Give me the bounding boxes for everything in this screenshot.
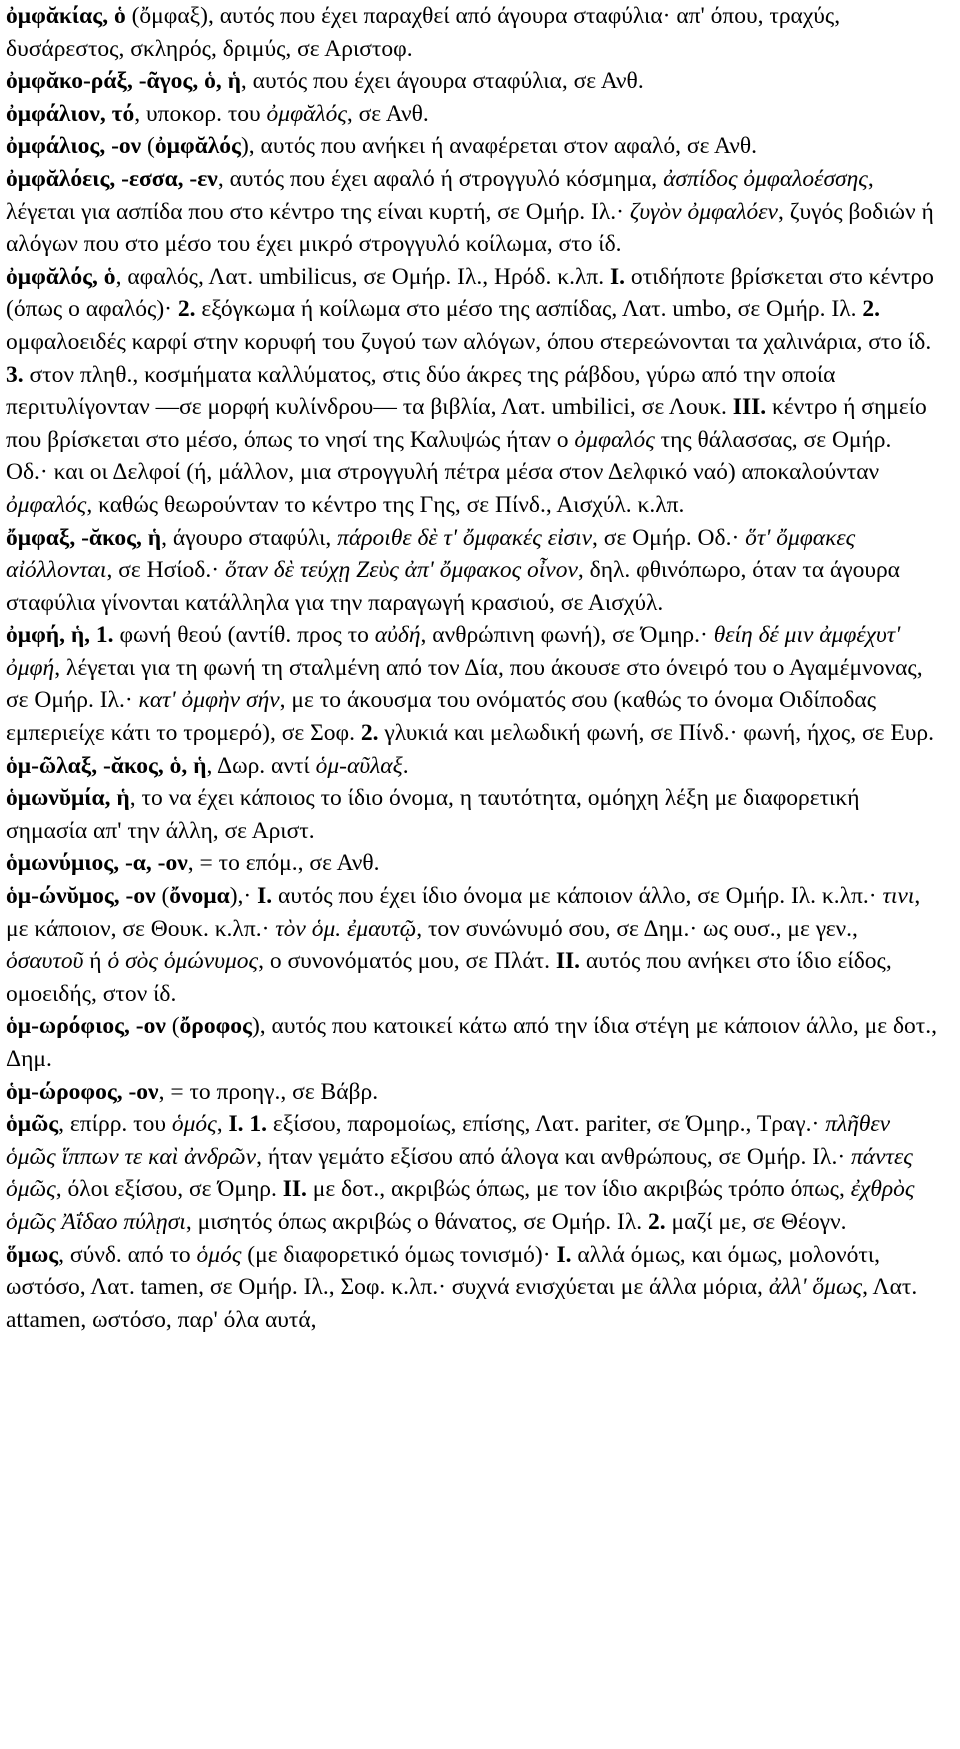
entry-headword-bold: I. [556,1241,572,1268]
entry-headword-bold: III. [732,394,767,421]
entry-text: ( [141,133,155,160]
entry-headword-bold: ὀμφάλιον, τό [6,100,135,127]
entry-text: ( [155,883,170,910]
entry-headword-bold: ὀμφᾰκο-ράξ, -ᾶγος, ὁ, ἡ [6,68,241,95]
entry-text: , υποκορ. του [134,100,267,127]
entry-text: ( [165,1013,180,1040]
entry-text: , το να έχει κάποιος το ίδιο όνομα, η ταυτότητα, ομόηχη λέξη με διαφορετική σημασία απ' την άλλη, σε Αριστ. [6,785,860,844]
dictionary-entry [6,0,938,65]
entry-quote-italic: ὀμφαλός [6,491,87,518]
entry-headword-bold: II. [555,948,580,975]
entry-headword-bold: ὄμφαξ, -ᾰκος, ἡ [6,524,162,551]
entry-quote-italic: ὁμός [196,1241,242,1268]
entry-text: , ήταν γεμάτο εξίσου από άλογα και ανθρώπους, σε Ομήρ. Ιλ.· [256,1143,852,1170]
entry-headword-bold: ὁμῶς [6,1111,59,1138]
entry-text: , ο συνονόματός μου, σε Πλάτ. [258,948,556,975]
entry-text: ή [83,948,108,975]
entry-text: , κοσμήματα καλλύματος, στις δύο άκρες της ράβδου, γύρω από την οποία περιτυλίγονταν —σε μορφή κυλίνδρου— τα βιβλία, Λατ. umbilici, σε Λουκ. [6,361,836,421]
entry-text: , λέγεται για ασπίδα που στο κέντρο της είναι κυρτή, σε Ομήρ. Ιλ.· [6,165,874,225]
entry-headword-bold: I. [609,263,626,290]
dictionary-entry [6,880,938,1010]
entry-headword-bold: 2. [177,296,196,323]
entry-text: εξόγκωμα ή κοίλωμα στο μέσο της ασπίδας, Λατ. umbo, σε Ομήρ. Ιλ. [195,296,863,323]
entry-text: , ζυγός βοδιών ή αλόγων που στο μέσο του έχει μικρό στρογγυλό κοίλωμα, στο ίδ. [6,198,934,258]
entry-text: , ανθρώπινη φωνή), σε Όμηρ.· [420,622,714,649]
entry-headword-bold: ὄνομα [169,883,230,910]
entry-quote-italic: τὸν ὁμ. ἐμαυτῷ [275,915,417,942]
entry-headword-bold: 2. [360,720,379,747]
entry-headword-bold: 2. [862,296,880,323]
entry-headword-bold: II. [282,1176,307,1203]
entry-quote-italic: ζυγὸν ὀμφαλόεν [629,198,778,225]
entry-headword-bold: ὁμωνῠμία, ἡ [6,785,130,812]
entry-text: , μισητός όπως ακριβώς ο θάνατος, σε Ομήρ. Ιλ. [185,1208,649,1235]
entry-text: , δηλ. φθινόπωρο, όταν τα άγουρα σταφύλια γίνονται κατάλληλα για την παραγωγή κρασιού, σε Αισχύλ. [6,557,900,616]
entry-text: κέντρο ή σημείο που βρίσκεται στο μέσο, όπως το νησί της Καλυψώς ήταν ο [6,394,927,453]
entry-text: , σύνδ. από το [58,1241,197,1268]
entry-text: στον πληθ. [23,361,133,388]
entry-headword-bold: ὄροφος [179,1013,252,1040]
entry-headword-bold: ὀμφάλιος, -ον [6,133,142,160]
entry-quote-italic: ὁσαυτοῦ [6,948,84,975]
dictionary-entry [6,1108,938,1238]
entry-text: , λέγεται για τη φωνή τη σταλμένη από τον Δία, που άκουσε στο όνειρό του ο Αγαμέμνονας, σε Ομήρ. Ιλ.· [6,654,923,714]
entry-text: αυτός που έχει ίδιο όνομα με κάποιον άλλο, σε Ομήρ. Ιλ. κ.λπ.· [272,883,883,910]
entry-text: . [402,752,409,779]
entry-text: , τον συνώνυμό σου, σε Δημ.· ως ουσ., με γεν., [416,915,858,942]
entry-text: , καθώς θεωρούνταν το κέντρο της Γης, σε Πίνδ., Αισχύλ. κ.λπ. [86,491,685,518]
entry-text: ), αυτός που κατοικεί κάτω από την ίδια στέγη με κάποιον άλλο, με δοτ., Δημ. [6,1013,937,1072]
dictionary-entry [6,750,938,783]
entry-text: , επίρρ. του [58,1111,172,1138]
entry-headword-bold: I. 1. [228,1111,268,1138]
entry-text: εξίσου, παρομοίως, επίσης, Λατ. pariter, σε Όμηρ., Τραγ.· [267,1111,826,1138]
entry-quote-italic: ὁμός [171,1111,217,1138]
entry-text: , = το προηγ., σε Βάβρ. [158,1078,379,1105]
entry-text: με δοτ., ακριβώς όπως, με τον ίδιο ακριβώς τρόπο όπως, [306,1176,851,1203]
entry-text: , με το άκουσμα του ονόματός σου (καθώς το όνομα Οιδίποδας εμπεριείχε κάτι το τρομερό), σε Σοφ. [6,687,877,747]
entry-text: φωνή θεού (αντίθ. προς το [113,622,375,649]
entry-text: (ὄμφαξ), αυτός που έχει παραχθεί από άγουρα σταφύλια· απ' όπου, τραχύς, δυσάρεστος, σκληρός, δριμύς, σε Αριστοφ. [6,3,841,62]
entry-headword-bold: 2. [648,1208,666,1235]
entry-text: , αφαλός, Λατ. umbilicus, σε Ομήρ. Ιλ., Ηρόδ. κ.λπ. [115,263,610,290]
entry-quote-italic: ὅτ' ὄμφακες αἰόλλονται [6,524,856,584]
entry-quote-italic: πλῆθεν ὁμῶς ἵππων τε καὶ ἀνδρῶν [6,1111,891,1170]
dictionary-entry [6,1076,938,1109]
entry-headword-bold: ὀμφή, ἡ, 1. [6,622,114,649]
dictionary-entry [6,619,938,749]
entry-headword-bold: 3. [6,361,24,388]
entry-text: , αυτός που έχει άγουρα σταφύλια, σε Ανθ. [240,68,644,95]
entry-quote-italic: τινι [882,883,915,910]
entry-headword-bold: ὀμφᾰλός, ὁ [6,263,116,290]
entry-text: , σε Ανθ. [346,100,429,127]
entry-text: ),· [229,883,258,910]
entry-text: , σε Ομήρ. Οδ.· [592,524,746,551]
entry-text: , = το επόμ., σε Ανθ. [187,850,380,877]
entry-headword-bold: ὁμωνύμιος, -α, -ον [6,850,188,877]
entry-headword-bold: ὁμ-ώνῠμος, -ον [6,883,156,910]
dictionary-entry [6,130,938,163]
entry-quote-italic: ὀμφαλός [574,426,655,453]
dictionary-entry [6,1010,938,1075]
entry-text: μαζί με, σε Θέογν. [665,1208,847,1235]
entry-text: , Λατ. attamen, ωστόσο, παρ' όλα αυτά, [6,1274,918,1333]
entry-quote-italic: κατ' ὀμφὴν σήν [138,687,280,714]
entry-text: αλλά όμως, και όμως, μολονότι, ωστόσο, Λατ. tamen, σε Ομήρ. Ιλ., Σοφ. κ.λπ.· συχνά ενισχύεται με άλλα μόρια, [6,1241,881,1301]
entry-quote-italic: ἀσπίδος ὀμφαλοέσσης [663,165,868,192]
entry-text: , Δωρ. αντί [206,752,316,779]
entry-text: της θάλασσας, σε Ομήρ. Οδ.· και οι Δελφοί (ή, μάλλον, μια στρογγυλή πέτρα μέσα στον Δελφικό ναό) αποκαλούνταν [6,426,892,486]
entry-quote-italic: αὐδή [374,622,421,649]
dictionary-entry [6,782,938,847]
entry-quote-italic: πάντες ὁμῶς [6,1143,913,1203]
entry-headword-bold: I. [257,883,273,910]
entry-text: (με διαφορετικό όμως τονισμό)· [241,1241,557,1268]
entry-headword-bold: ὀμφᾰλόεις, -εσσα, -εν [6,165,218,192]
entry-quote-italic: θείη δέ μιν ἀμφέχυτ' ὀμφή [6,622,901,681]
entry-headword-bold: ὁμ-ωρόφιος, -ον [6,1013,166,1040]
entry-text: ), αυτός που ανήκει ή αναφέρεται στον αφαλό, σε Ανθ. [240,133,758,160]
entry-text: ομφαλοειδές καρφί στην κορυφή του ζυγού των αλόγων, όπου στερεώνονται τα χαλινάρια, στο ίδ. [6,328,932,355]
entry-headword-bold: ὀμφᾰλός [154,133,241,160]
entry-headword-bold: ὅμως [6,1241,59,1268]
entry-text: , [216,1111,229,1138]
entry-text: , με κάποιον, σε Θουκ. κ.λπ.· [6,883,921,942]
entry-text: , αυτός που έχει αφαλό ή στρογγυλό κόσμημα, [217,165,664,192]
entry-quote-italic: πάροιθε δὲ τ' ὄμφακές εἰσιν [337,524,593,551]
entry-quote-italic: ἀλλ' ὅμως [768,1274,863,1301]
entry-headword-bold: ὁμ-ῶλαξ, -ᾰκος, ὁ, ἡ [6,752,207,779]
entry-text: οτιδήποτε βρίσκεται στο κέντρο (όπως ο αφαλός)· [6,263,934,323]
entry-quote-italic: ὁμ-αῦλαξ [315,752,403,779]
dictionary-entry [6,261,938,522]
entry-text: , όλοι εξίσου, σε Όμηρ. [55,1176,283,1203]
entry-quote-italic: ὀμφᾰλός [266,100,347,127]
entry-text: , σε Ησίοδ.· [106,557,225,584]
entry-quote-italic: ὅταν δὲ τεύχῃ Ζεὺς ἀπ' ὄμφακος οἶνον [224,557,578,584]
entry-quote-italic: ὁ σὸς ὁμώνυμος [107,948,259,975]
entry-headword-bold: ὀμφᾰκίας, ὁ [6,3,126,29]
dictionary-entry [6,163,938,261]
dictionary-entry [6,65,938,98]
dictionary-entry [6,522,938,620]
entry-text: γλυκιά και μελωδική φωνή, σε Πίνδ.· φωνή, ήχος, σε Ευρ. [378,720,934,747]
entry-headword-bold: ὁμ-ώροφος, -ον [6,1078,159,1105]
dictionary-entry [6,98,938,131]
entry-text: , άγουρο σταφύλι, [161,524,338,551]
dictionary-entry [6,847,938,880]
entry-text: αυτός που ανήκει στο ίδιο είδος, ομοειδής, στον ίδ. [6,948,892,1007]
entry-quote-italic: ἐχθρὸς ὁμῶς Ἀΐδαο πύλῃσι [6,1176,915,1235]
dictionary-entry [6,1239,938,1337]
